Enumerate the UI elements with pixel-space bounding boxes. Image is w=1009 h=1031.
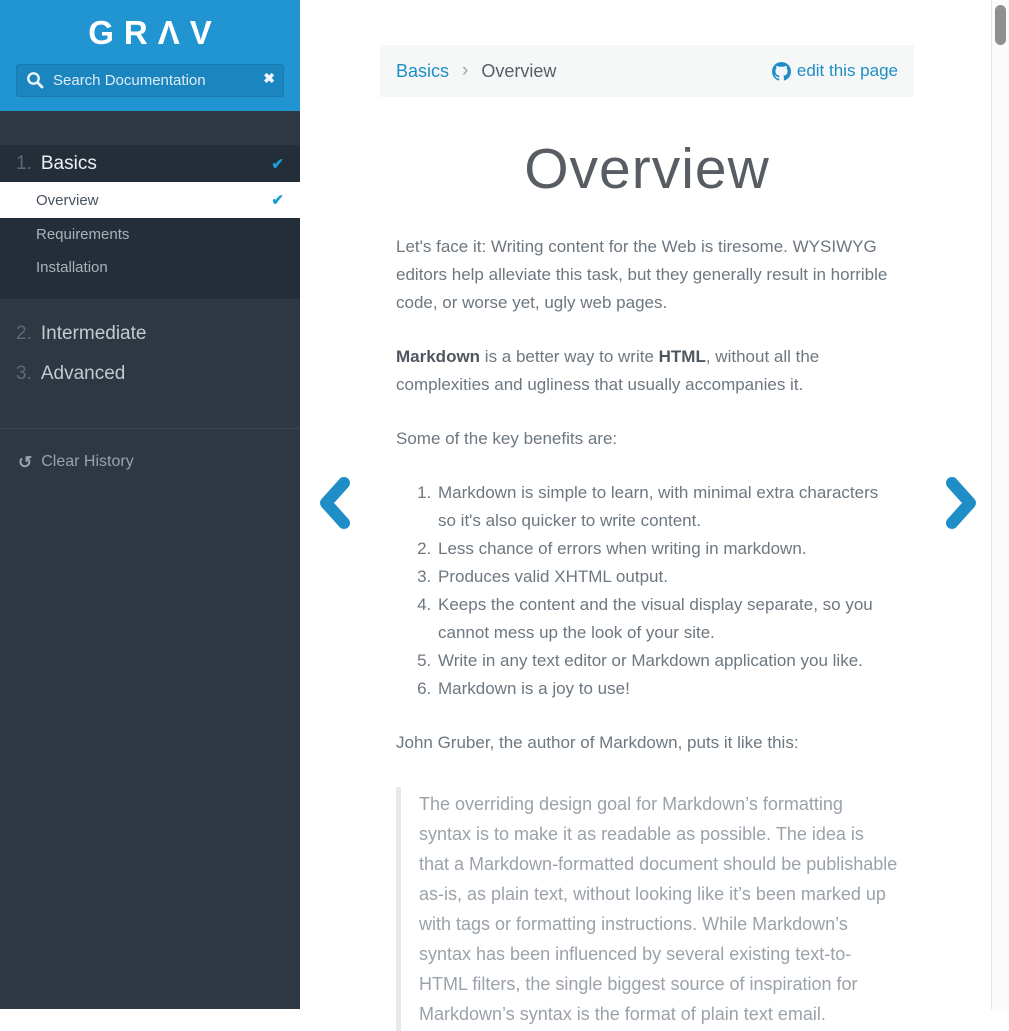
main-content xyxy=(300,0,991,1009)
section-label: Basics xyxy=(41,153,97,175)
sidebar-item-label: Overview xyxy=(36,192,99,209)
check-icon: ✔ xyxy=(271,155,284,173)
scrollbar-thumb[interactable] xyxy=(995,5,1006,45)
list-item: 6. Markdown is a joy to use! xyxy=(436,675,898,703)
sidebar xyxy=(0,0,300,1009)
search-clear-icon[interactable]: ✖ xyxy=(263,70,275,87)
bold-html: HTML xyxy=(659,347,706,366)
sidebar-item-requirements[interactable] xyxy=(0,218,300,251)
list-item: 5. Write in any text editor or Markdown application you like. xyxy=(436,647,898,675)
page-title: Overview xyxy=(380,138,914,200)
article-body xyxy=(396,233,898,1031)
sidebar-item-installation[interactable] xyxy=(0,251,300,284)
search-input[interactable] xyxy=(16,64,284,97)
benefits-list xyxy=(396,479,898,703)
edit-link-label: edit this page xyxy=(797,61,898,81)
previous-page-button[interactable] xyxy=(318,477,352,534)
search-box xyxy=(16,64,284,97)
sidebar-section-intermediate[interactable] xyxy=(0,314,300,354)
sidebar-item-label: Installation xyxy=(36,259,108,276)
breadcrumb-parent-link[interactable]: Basics xyxy=(396,61,449,82)
sidebar-item-overview[interactable] xyxy=(0,182,300,218)
search-icon xyxy=(26,71,44,94)
breadcrumb-current: Overview xyxy=(481,61,556,82)
bold-markdown: Markdown xyxy=(396,347,480,366)
sidebar-section-advanced[interactable] xyxy=(0,354,300,394)
list-item: 1. Markdown is simple to learn, with minimal extra characters so it's also quicker to write content. xyxy=(436,479,898,535)
sidebar-header xyxy=(0,0,300,111)
check-icon: ✔ xyxy=(271,191,284,209)
section-gap xyxy=(0,299,300,314)
paragraph-gruber: John Gruber, the author of Markdown, puts it like this: xyxy=(396,729,898,757)
chevron-right-icon: › xyxy=(462,60,468,82)
next-page-button[interactable] xyxy=(944,477,978,534)
history-icon: ↺ xyxy=(18,454,32,471)
edit-this-page-link[interactable] xyxy=(772,61,898,81)
grav-logo[interactable]: GRΛV xyxy=(0,15,300,51)
section-number: 2. xyxy=(16,323,32,345)
section-label: Intermediate xyxy=(41,323,147,345)
sidebar-divider xyxy=(0,428,300,429)
page-column xyxy=(380,45,914,1031)
paragraph-markdown xyxy=(396,343,898,399)
markdown-quote: The overriding design goal for Markdown’s formatting syntax is to make it as readable as possible. The idea is that a Markdown-formatted document should be publishable as-is, as plain text, without looking like it’s been marked up with tags or formatting instructions. While Markdown’s syntax has been influenced by several existing text-to-HTML filters, the single biggest source of inspiration for Markdown’s syntax is the format of plain text email. xyxy=(396,787,898,1031)
section-label: Advanced xyxy=(41,363,126,385)
list-item: 4. Keeps the content and the visual display separate, so you cannot mess up the look of your site. xyxy=(436,591,898,647)
breadcrumb xyxy=(380,45,914,97)
list-item: 3. Produces valid XHTML output. xyxy=(436,563,898,591)
paragraph-intro: Let's face it: Writing content for the Web is tiresome. WYSIWYG editors help alleviate this task, but they generally result in horrible code, or worse yet, ugly web pages. xyxy=(396,233,898,317)
list-item: 2. Less chance of errors when writing in markdown. xyxy=(436,535,898,563)
text-span: , without all the complexities and ugliness that usually accompanies it. xyxy=(396,347,819,394)
sidebar-section-basics[interactable] xyxy=(0,145,300,182)
section-basics xyxy=(0,145,300,299)
clear-history-button[interactable] xyxy=(18,453,300,471)
clear-history-label: Clear History xyxy=(41,453,133,471)
paragraph-benefits-lead: Some of the key benefits are: xyxy=(396,425,898,453)
github-icon xyxy=(772,62,791,81)
section-number: 3. xyxy=(16,363,32,385)
section-number: 1. xyxy=(16,153,32,175)
text-span: is a better way to write xyxy=(480,347,659,366)
sidebar-nav xyxy=(0,145,300,394)
scrollbar-track[interactable] xyxy=(991,0,1009,1009)
sidebar-item-label: Requirements xyxy=(36,226,129,243)
